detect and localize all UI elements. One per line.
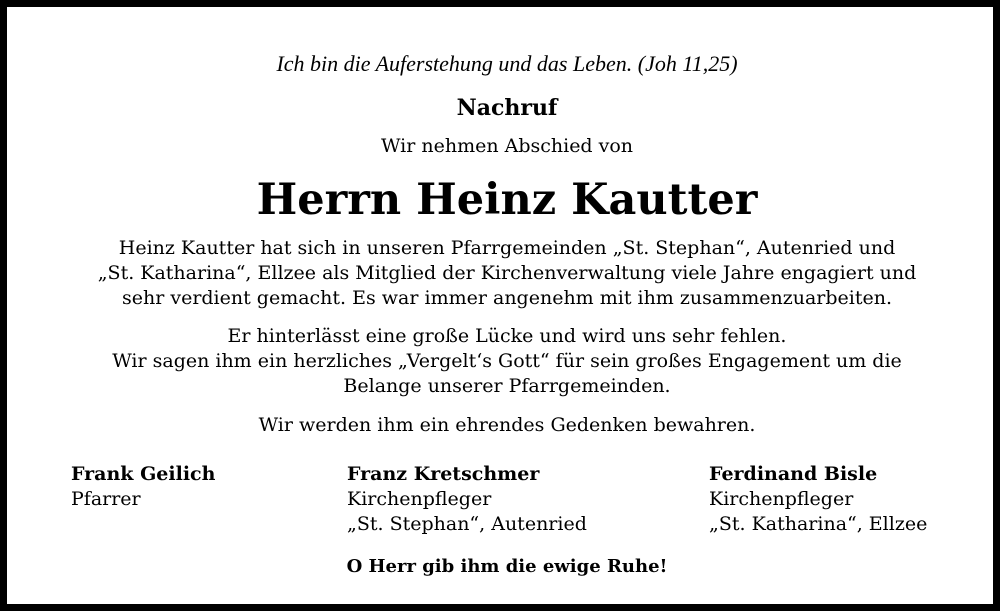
tribute-paragraph (7, 236, 1000, 311)
text-line: „St. Katharina“, Ellzee als Mitglied der Kirchenverwaltung viele Jahre engagiert und (97, 262, 917, 284)
signatory-kirchenpfleger-autenried (347, 462, 587, 537)
intro-line: Wir nehmen Abschied von (380, 135, 634, 157)
notice-heading: Nachruf (456, 95, 558, 121)
text-line: Wir sagen ihm ein herzliches „Vergelt‘s Gott“ für sein großes Engagement um die (112, 350, 902, 372)
farewell-paragraph (7, 324, 1000, 399)
signatory-kirchenpfleger-ellzee (709, 462, 927, 537)
signatory-parish: „St. Katharina“, Ellzee (709, 513, 928, 535)
signatory-role: Kirchenpfleger (709, 488, 854, 510)
signatory-parish: „St. Stephan“, Autenried (347, 513, 587, 535)
signatory-pastor (71, 462, 215, 512)
deceased-name: Herrn Heinz Kautter (256, 175, 758, 225)
signatory-role: Pfarrer (71, 488, 141, 510)
signatory-role: Kirchenpfleger (347, 488, 492, 510)
closing-prayer: O Herr gib ihm die ewige Ruhe! (346, 556, 668, 577)
signatory-name: Frank Geilich (71, 463, 216, 485)
bible-verse: Ich bin die Auferstehung und das Leben. (Joh 11,25) (276, 51, 738, 76)
text-line: Er hinterlässt eine große Lücke und wird uns sehr fehlen. (227, 325, 787, 347)
remembrance-paragraph (7, 413, 1000, 438)
text-line: Wir werden ihm ein ehrendes Gedenken bewahren. (258, 414, 756, 436)
text-line: Belange unserer Pfarrgemeinden. (343, 375, 671, 397)
signatory-name: Franz Kretschmer (347, 463, 540, 485)
signatory-name: Ferdinand Bisle (709, 463, 878, 485)
text-line: sehr verdient gemacht. Es war immer angenehm mit ihm zusammenzuarbeiten. (121, 287, 893, 309)
text-line: Heinz Kautter hat sich in unseren Pfarrgemeinden „St. Stephan“, Autenried und (118, 237, 896, 259)
